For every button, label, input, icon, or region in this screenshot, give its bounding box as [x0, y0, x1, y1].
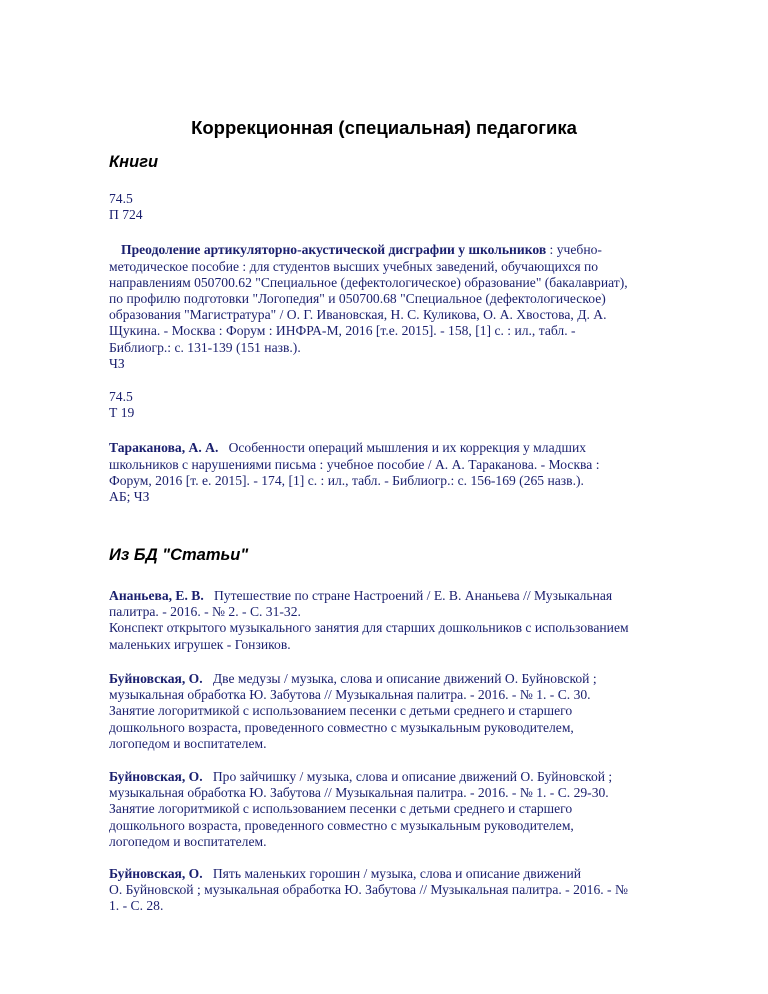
article-line: дошкольного возраста, проведенного совместно с музыкальным руководителем,: [109, 719, 574, 735]
article-entry: Буйновская, О. Про зайчишку / музыка, слова и описание движений О. Буйновской ; музыкальная обработка Ю. Забутова // Музыкальная палитра. - 2016. - № 1. - С. 29-30. Занятие логоритмикой с использованием песенки с детьми среднего и старшего дошкольного возраста, проведенного совместно с музыкальным руководителем, логопедом и воспитателем.: [109, 769, 709, 850]
book-author-mark: Т 19: [109, 405, 135, 421]
book-description: Преодоление артикуляторно-акустической дисграфии у школьников : учебно-: [121, 242, 602, 258]
article-entry: Буйновская, О. Пять маленьких горошин / музыка, слова и описание движений О. Буйновской ; музыкальная обработка Ю. Забутова // Музыкальная палитра. - 2016. - № 1. - С. 28.: [109, 866, 709, 915]
section-heading-articles: Из БД "Статьи": [109, 546, 249, 564]
article-line: Занятие логоритмикой с использованием песенки с детьми среднего и старшего: [109, 703, 573, 719]
article-line: дошкольного возраста, проведенного совместно с музыкальным руководителем,: [109, 817, 574, 833]
book-title: Преодоление артикуляторно-акустической дисграфии у школьников: [121, 242, 547, 258]
article-line: Конспект открытого музыкального занятия для старших дошкольников с использованием: [109, 620, 629, 636]
article-line: палитра. - 2016. - № 2. - С. 31-32.: [109, 604, 301, 620]
book-author-mark: П 724: [109, 207, 143, 223]
book-description-line: методическое пособие : для студентов высших учебных заведений, обучающихся по: [109, 258, 599, 274]
article-line: Занятие логоритмикой с использованием песенки с детьми среднего и старшего: [109, 801, 573, 817]
book-description-line: Щукина. - Москва : Форум : ИНФРА-М, 2016 [т.е. 2015]. - 158, [1] с. : ил., табл. -: [109, 323, 576, 339]
article-line: музыкальная обработка Ю. Забутова // Музыкальная палитра. - 2016. - № 1. - С. 30.: [109, 687, 591, 703]
article-author: Буйновская, О.: [109, 671, 203, 686]
article-line: 1. - С. 28.: [109, 898, 164, 914]
book-description-line: Форум, 2016 [т. е. 2015]. - 174, [1] с. : ил., табл. - Библиогр.: с. 156-169 (265 назв.).: [109, 472, 584, 488]
book-description-line: образования "Магистратура" / О. Г. Ивановская, Н. С. Куликова, О. А. Хвостова, Д. А.: [109, 307, 607, 323]
article-line: маленьких игрушек - Гонзиков.: [109, 636, 291, 652]
article-line: музыкальная обработка Ю. Забутова // Музыкальная палитра. - 2016. - № 1. - С. 29-30.: [109, 785, 609, 801]
article-line: О. Буйновской ; музыкальная обработка Ю. Забутова // Музыкальная палитра. - 2016. - №: [109, 882, 628, 898]
book-description-line: Библиогр.: с. 131-139 (151 назв.).: [109, 339, 301, 355]
book-author: Тараканова, А. А.: [109, 440, 219, 456]
book-description-line: направлениям 050700.62 "Специальное (дефектологическое) образование" (бакалавриат),: [109, 274, 628, 290]
section-heading-books: Книги: [109, 153, 159, 171]
article-author: Буйновская, О.: [109, 769, 203, 784]
page-title: Коррекционная (специальная) педагогика: [191, 117, 577, 138]
article-line: логопедом и воспитателем.: [109, 833, 267, 849]
article-entry: Буйновская, О. Две медузы / музыка, слова и описание движений О. Буйновской ; музыкальная обработка Ю. Забутова // Музыкальная палитра. - 2016. - № 1. - С. 30. Занятие логоритмикой с использованием песенки с детьми среднего и старшего дошкольного возраста, проведенного совместно с музыкальным руководителем, логопедом и воспитателем.: [109, 671, 709, 752]
book-description-line: по профилю подготовки "Логопедия" и 050700.68 "Специальное (дефектологическое): [109, 291, 606, 307]
article-author: Буйновская, О.: [109, 866, 203, 881]
book-location: АБ; ЧЗ: [109, 489, 150, 505]
book-description: Тараканова, А. А. Особенности операций мышления и их коррекция у младших: [109, 440, 587, 456]
book-classification-code: 74.5: [109, 191, 133, 206]
book-entry: [109, 191, 709, 372]
book-location: ЧЗ: [109, 355, 125, 371]
book-entry: [109, 389, 709, 505]
article-author: Ананьева, Е. В.: [109, 588, 204, 603]
article-line: логопедом и воспитателем.: [109, 735, 267, 751]
book-description-line: школьников с нарушениями письма : учебное пособие / А. А. Тараканова. - Москва :: [109, 456, 600, 472]
article-entry: Ананьева, Е. В. Путешествие по стране Настроений / Е. В. Ананьева // Музыкальная палитра. - 2016. - № 2. - С. 31-32. Конспект открытого музыкального занятия для старших дошкольников с использованием маленьких игрушек - Гонзиков.: [109, 588, 709, 653]
book-classification-code: 74.5: [109, 389, 133, 404]
